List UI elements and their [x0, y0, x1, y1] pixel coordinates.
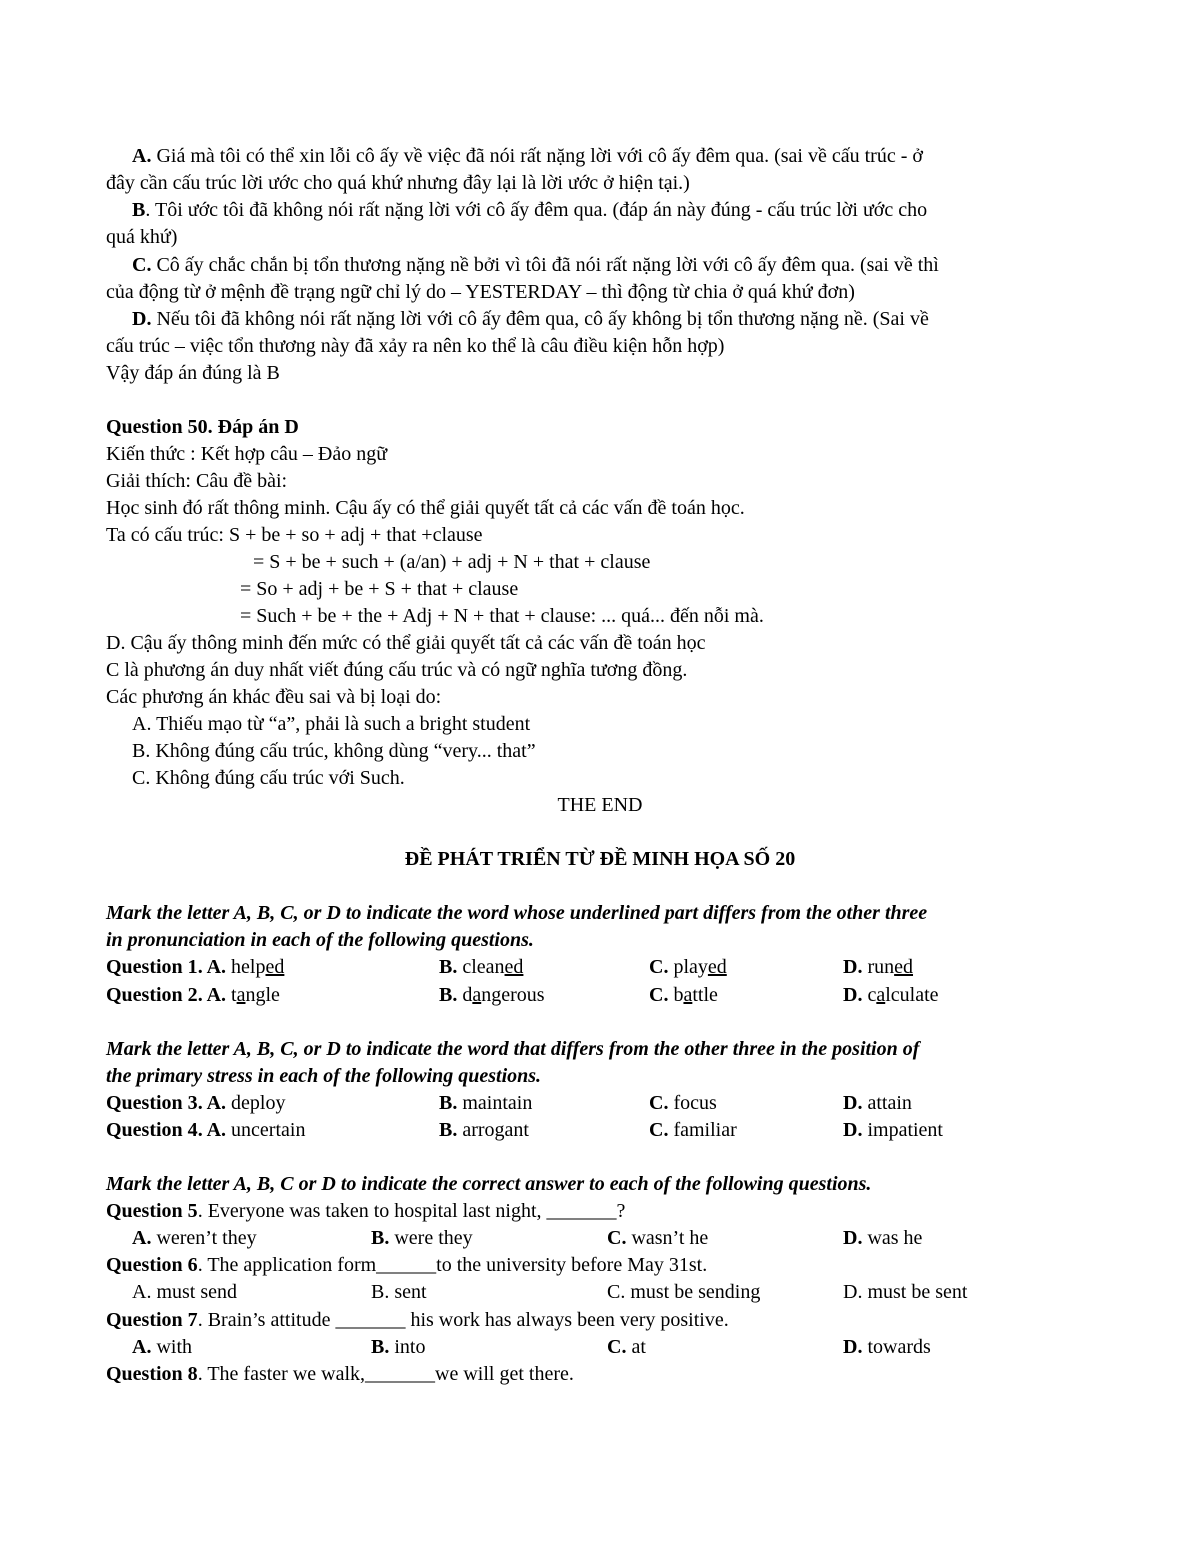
question-50-note: C là phương án duy nhất viết đúng cấu trúc và có ngữ nghĩa tương đồng. — [106, 659, 688, 681]
option-c-explanation-line1: C. Cô ấy chắc chắn bị tổn thương nặng nề bởi vì tôi đã nói rất nặng lời với cô ấy đêm qua. (sai về thì — [132, 254, 939, 276]
question-8: Question 8. The faster we walk,_______we will get there. — [106, 1363, 574, 1385]
question-50-knowledge: Kiến thức : Kết hợp câu – Đảo ngữ — [106, 443, 388, 465]
option-c-explanation-line2: của động từ ở mệnh đề trạng ngữ chỉ lý do – YESTERDAY – thì động từ chia ở quá khứ đơn) — [106, 281, 855, 303]
question-2-option-b: B. dangerous — [439, 984, 545, 1006]
reason-b: B. Không đúng cấu trúc, không dùng “very... that” — [132, 740, 536, 762]
option-d-explanation-line1: D. Nếu tôi đã không nói rất nặng lời với cô ấy đêm qua, cô ấy không bị tổn thương nặng nề. (Sai về — [132, 308, 929, 330]
question-5: Question 5. Everyone was taken to hospital last night, _______? — [106, 1200, 626, 1222]
question-5-option-c: C. wasn’t he — [607, 1227, 709, 1249]
question-4-option-b: B. arrogant — [439, 1119, 529, 1141]
option-b-explanation-line2: quá khứ) — [106, 226, 178, 248]
structure-line-3: = So + adj + be + S + that + clause — [240, 578, 519, 600]
question-6-option-a: A. must send — [132, 1281, 237, 1303]
option-d-explanation-line2: cấu trúc – việc tổn thương này đã xảy ra nên ko thể là câu điều kiện hỗn hợp) — [106, 335, 725, 357]
section-1-instruction-line1: Mark the letter A, B, C, or D to indicate the word whose underlined part differs from the other three — [106, 902, 928, 924]
structure-line-1: Ta có cấu trúc: S + be + so + adj + that +clause — [106, 524, 483, 546]
option-a-explanation-line1: A. Giá mà tôi có thể xin lỗi cô ấy về việc đã nói rất nặng lời với cô ấy đêm qua. (sai về cấu trúc - ở — [132, 145, 923, 167]
structure-line-4: = Such + be + the + Adj + N + that + clause: ... quá... đến nỗi mà. — [240, 605, 764, 627]
question-1: Question 1. A. helped — [106, 956, 285, 978]
question-5-option-d: D. was he — [843, 1227, 923, 1249]
question-50-title: Question 50. Đáp án D — [106, 416, 299, 438]
question-2-option-c: C. battle — [649, 984, 718, 1006]
exam-title: ĐỀ PHÁT TRIỂN TỪ ĐỀ MINH HỌA SỐ 20 — [404, 848, 796, 870]
question-2-option-d: D. calculate — [843, 984, 939, 1006]
question-7-option-a: A. with — [132, 1336, 193, 1358]
section-2-instruction-line2: the primary stress in each of the following questions. — [106, 1065, 542, 1087]
question-3-option-b: B. maintain — [439, 1092, 533, 1114]
question-50-translation: Học sinh đó rất thông minh. Cậu ấy có thể giải quyết tất cả các vấn đề toán học. — [106, 497, 745, 519]
section-2-instruction-line1: Mark the letter A, B, C, or D to indicate the word that differs from the other three in the position of — [106, 1038, 920, 1060]
question-6: Question 6. The application form______to the university before May 31st. — [106, 1254, 708, 1276]
reason-a: A. Thiếu mạo từ “a”, phải là such a bright student — [132, 713, 531, 735]
question-4-option-d: D. impatient — [843, 1119, 943, 1141]
question-7-option-d: D. towards — [843, 1336, 931, 1358]
question-4: Question 4. A. uncertain — [106, 1119, 306, 1141]
question-5-option-b: B. were they — [371, 1227, 473, 1249]
question-50-answer: D. Cậu ấy thông minh đến mức có thể giải quyết tất cả các vấn đề toán học — [106, 632, 706, 654]
question-7-option-c: C. at — [607, 1336, 646, 1358]
question-5-option-a: A. weren’t they — [132, 1227, 257, 1249]
option-a-explanation-line2: đây cần cấu trúc lời ước cho quá khứ nhưng đây lại là lời ước ở hiện tại.) — [106, 172, 690, 194]
question-6-option-c: C. must be sending — [607, 1281, 761, 1303]
question-3-option-d: D. attain — [843, 1092, 912, 1114]
question-50-explain: Giải thích: Câu đề bài: — [106, 470, 288, 492]
reason-c: C. Không đúng cấu trúc với Such. — [132, 767, 405, 789]
question-4-option-c: C. familiar — [649, 1119, 737, 1141]
question-6-option-d: D. must be sent — [843, 1281, 968, 1303]
question-7: Question 7. Brain’s attitude _______ his work has always been very positive. — [106, 1309, 729, 1331]
question-7-option-b: B. into — [371, 1336, 426, 1358]
section-3-instruction: Mark the letter A, B, C or D to indicate the correct answer to each of the following questions. — [106, 1173, 872, 1195]
question-6-option-b: B. sent — [371, 1281, 427, 1303]
question-1-option-d: D. runed — [843, 956, 914, 978]
question-1-option-c: C. played — [649, 956, 727, 978]
option-b-explanation-line1: B. Tôi ước tôi đã không nói rất nặng lời với cô ấy đêm qua. (đáp án này đúng - cấu trúc lời ước cho — [132, 199, 928, 221]
structure-line-2: = S + be + such + (a/an) + adj + N + that + clause — [253, 551, 651, 573]
question-1-option-b: B. cleaned — [439, 956, 524, 978]
question-50-others: Các phương án khác đều sai và bị loại do: — [106, 686, 442, 708]
the-end: THE END — [557, 794, 643, 816]
question-3: Question 3. A. deploy — [106, 1092, 286, 1114]
question-3-option-c: C. focus — [649, 1092, 717, 1114]
section-1-instruction-line2: in pronunciation in each of the following questions. — [106, 929, 534, 951]
conclusion-49: Vậy đáp án đúng là B — [106, 362, 280, 384]
question-2: Question 2. A. tangle — [106, 984, 280, 1006]
